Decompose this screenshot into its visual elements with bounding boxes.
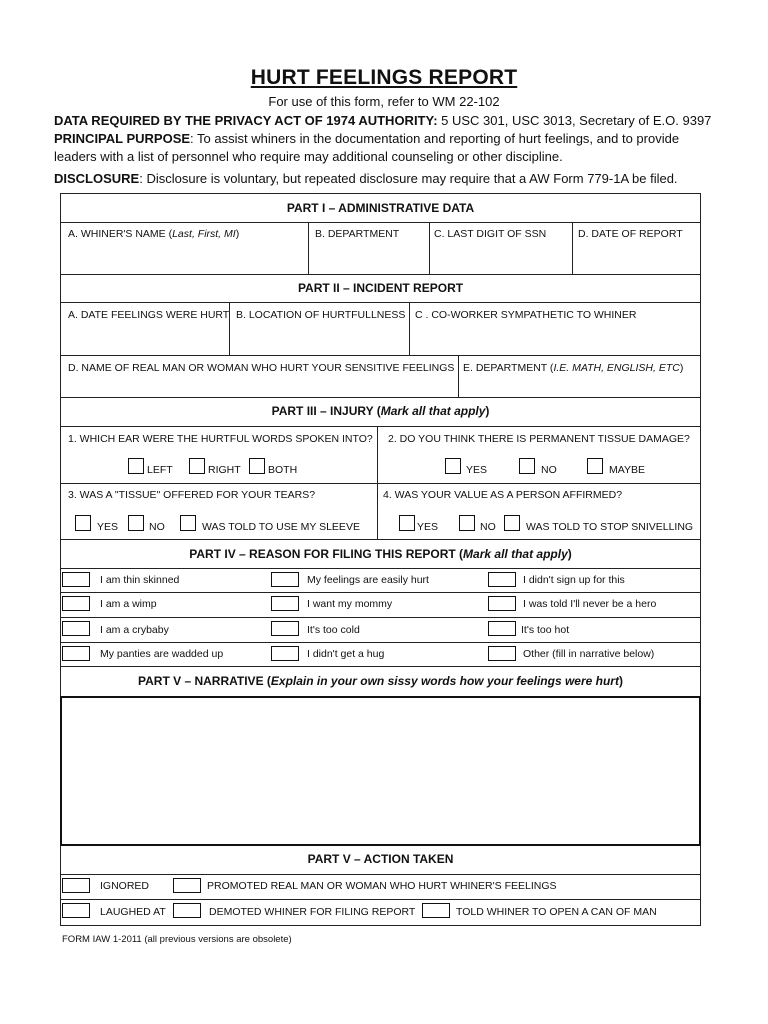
reason-label: I am a wimp — [100, 598, 157, 610]
divider — [377, 426, 378, 539]
reason-checkbox[interactable] — [488, 646, 516, 661]
part5-title-end: ) — [618, 674, 623, 688]
purpose-text-1: : To assist whiners in the documentation and reporting of hurt feelings, and to provide — [190, 131, 680, 146]
option-left: LEFT — [147, 464, 173, 476]
checkbox-right[interactable] — [189, 458, 205, 474]
report-date-field[interactable]: D. DATE OF REPORT — [578, 228, 683, 240]
reason-checkbox[interactable] — [488, 596, 516, 611]
checkbox-affirmed-yes[interactable] — [399, 515, 415, 531]
divider — [60, 397, 701, 398]
action-laughed: LAUGHED AT — [100, 906, 166, 918]
part2-title: PART II – INCIDENT REPORT — [297, 281, 464, 295]
reason-checkbox[interactable] — [488, 572, 516, 587]
checkbox-tissue-no[interactable] — [128, 515, 144, 531]
reason-label: I didn't sign up for this — [523, 574, 625, 586]
option-tissue-yes: YES — [97, 521, 119, 533]
part5-title-hint: Explain in your own sissy words how your feelings were hurt — [270, 674, 619, 688]
department-field[interactable]: B. DEPARTMENT — [315, 228, 400, 240]
part3-title-text: PART III – INJURY ( — [271, 404, 381, 418]
divider — [60, 592, 701, 593]
question-value-affirmed: 4. WAS YOUR VALUE AS A PERSON AFFIRMED? — [383, 489, 623, 501]
reason-checkbox[interactable] — [271, 596, 299, 611]
offender-department-field[interactable] — [463, 362, 683, 374]
divider — [60, 302, 701, 303]
checkbox-tissue-yes[interactable] — [75, 515, 91, 531]
authority-line — [54, 112, 734, 130]
whiner-name-field[interactable] — [68, 228, 239, 240]
part4-title — [60, 547, 701, 561]
reason-checkbox[interactable] — [62, 621, 90, 636]
reason-label: I was told I'll never be a hero — [523, 598, 657, 610]
part5-title — [60, 674, 701, 688]
whiner-name-hint: Last, First, MI — [172, 228, 236, 240]
divider — [60, 483, 701, 484]
action-checkbox-ignored[interactable] — [62, 878, 90, 893]
part3-title-end: ) — [485, 404, 490, 418]
narrative-textarea[interactable] — [60, 696, 701, 846]
reason-checkbox[interactable] — [62, 646, 90, 661]
coworker-field[interactable]: C . CO-WORKER SYMPATHETIC TO WHINER — [415, 309, 637, 321]
part6-title: PART V – ACTION TAKEN — [307, 852, 454, 866]
reason-checkbox[interactable] — [62, 596, 90, 611]
action-checkbox-promoted[interactable] — [173, 878, 201, 893]
option-damage-maybe: MAYBE — [609, 464, 645, 476]
reason-checkbox[interactable] — [271, 621, 299, 636]
question-tissue-offered: 3. WAS A "TISSUE" OFFERED FOR YOUR TEARS? — [68, 489, 316, 501]
part4-title-end: ) — [567, 547, 572, 561]
disclosure-line — [54, 170, 734, 188]
reason-label: I am thin skinned — [100, 574, 180, 586]
checkbox-left[interactable] — [128, 458, 144, 474]
divider — [60, 874, 701, 875]
checkbox-damage-no[interactable] — [519, 458, 535, 474]
action-checkbox-laughed[interactable] — [62, 903, 90, 918]
reason-label: I didn't get a hug — [307, 648, 385, 660]
authority-text: 5 USC 301, USC 3013, Secretary of E.O. 9397 — [437, 113, 712, 128]
divider — [60, 539, 701, 540]
offender-name-field[interactable]: D. NAME OF REAL MAN OR WOMAN WHO HURT YOUR SENSITIVE FEELINGS — [68, 362, 455, 374]
action-demoted: DEMOTED WHINER FOR FILING REPORT — [209, 906, 416, 918]
date-hurt-field[interactable]: A. DATE FEELINGS WERE HURT — [68, 309, 230, 321]
option-affirmed-no: NO — [480, 521, 496, 533]
divider — [60, 222, 701, 223]
question-tissue-damage: 2. DO YOU THINK THERE IS PERMANENT TISSUE DAMAGE? — [388, 433, 690, 445]
reason-label: It's too cold — [307, 624, 360, 636]
reason-checkbox[interactable] — [488, 621, 516, 636]
option-damage-yes: YES — [466, 464, 488, 476]
purpose-line — [54, 130, 734, 166]
form-title: HURT FEELINGS REPORT — [250, 66, 518, 89]
disclosure-text: : Disclosure is voluntary, but repeated disclosure may require that a AW Form 779-1A be filed. — [139, 171, 678, 186]
option-affirmed-yes: YES — [417, 521, 439, 533]
divider — [60, 274, 701, 275]
checkbox-damage-yes[interactable] — [445, 458, 461, 474]
divider — [458, 355, 459, 397]
part3-title-hint: Mark all that apply — [380, 404, 486, 418]
part4-title-hint: Mark all that apply — [463, 547, 568, 561]
checkbox-damage-maybe[interactable] — [587, 458, 603, 474]
reason-label: It's too hot — [521, 624, 570, 636]
divider — [60, 426, 701, 427]
divider — [409, 302, 410, 355]
disclosure-label: DISCLOSURE — [54, 171, 140, 186]
divider — [572, 222, 573, 274]
reason-label: I am a crybaby — [100, 624, 169, 636]
divider — [60, 666, 701, 667]
action-ignored: IGNORED — [100, 880, 150, 892]
part4-title-text: PART IV – REASON FOR FILING THIS REPORT ( — [189, 547, 464, 561]
purpose-label: PRINCIPAL PURPOSE — [54, 131, 191, 146]
divider — [308, 222, 309, 274]
divider — [60, 642, 701, 643]
divider — [60, 355, 701, 356]
action-checkbox-can-of-man[interactable] — [422, 903, 450, 918]
divider — [429, 222, 430, 274]
option-right: RIGHT — [208, 464, 241, 476]
location-field[interactable]: B. LOCATION OF HURTFULLNESS — [236, 309, 406, 321]
part1-title: PART I – ADMINISTRATIVE DATA — [286, 201, 475, 215]
purpose-text-2: leaders with a list of personnel who require may additional counseling or other discipline. — [54, 149, 563, 164]
reason-checkbox[interactable] — [62, 572, 90, 587]
checkbox-snivelling[interactable] — [504, 515, 520, 531]
whiner-name-label-end: ) — [235, 228, 240, 240]
action-checkbox-demoted[interactable] — [173, 903, 201, 918]
part5-title-text: PART V – NARRATIVE ( — [138, 674, 271, 688]
whiner-name-label: A. WHINER'S NAME ( — [68, 228, 173, 240]
action-can-of-man: TOLD WHINER TO OPEN A CAN OF MAN — [456, 906, 657, 918]
reason-checkbox[interactable] — [271, 646, 299, 661]
reason-label: My panties are wadded up — [100, 648, 224, 660]
reason-checkbox[interactable] — [271, 572, 299, 587]
reason-label: I want my mommy — [307, 598, 393, 610]
divider — [60, 568, 701, 569]
option-tissue-no: NO — [149, 521, 165, 533]
offender-department-hint: I.E. MATH, ENGLISH, ETC — [553, 362, 680, 374]
offender-department-label: E. DEPARTMENT ( — [463, 362, 554, 374]
part3-title — [60, 404, 701, 418]
divider — [60, 617, 701, 618]
reason-label: Other (fill in narrative below) — [523, 648, 655, 660]
action-promoted: PROMOTED REAL MAN OR WOMAN WHO HURT WHINER'S FEELINGS — [207, 880, 557, 892]
option-sleeve: WAS TOLD TO USE MY SLEEVE — [202, 521, 360, 533]
question-ear: 1. WHICH EAR WERE THE HURTFUL WORDS SPOKEN INTO? — [68, 433, 373, 445]
form-subtitle: For use of this form, refer to WM 22-102 — [268, 94, 500, 109]
reason-label: My feelings are easily hurt — [307, 574, 429, 586]
offender-department-label-end: ) — [679, 362, 684, 374]
form-footer: FORM IAW 1-2011 (all previous versions are obsolete) — [62, 934, 292, 945]
authority-label: DATA REQUIRED BY THE PRIVACY ACT OF 1974 AUTHORITY: — [54, 113, 438, 128]
option-snivelling: WAS TOLD TO STOP SNIVELLING — [526, 521, 694, 533]
checkbox-affirmed-no[interactable] — [459, 515, 475, 531]
option-damage-no: NO — [541, 464, 557, 476]
option-both: BOTH — [268, 464, 298, 476]
checkbox-both[interactable] — [249, 458, 265, 474]
ssn-field[interactable]: C. LAST DIGIT OF SSN — [434, 228, 547, 240]
divider — [60, 899, 701, 900]
checkbox-sleeve[interactable] — [180, 515, 196, 531]
